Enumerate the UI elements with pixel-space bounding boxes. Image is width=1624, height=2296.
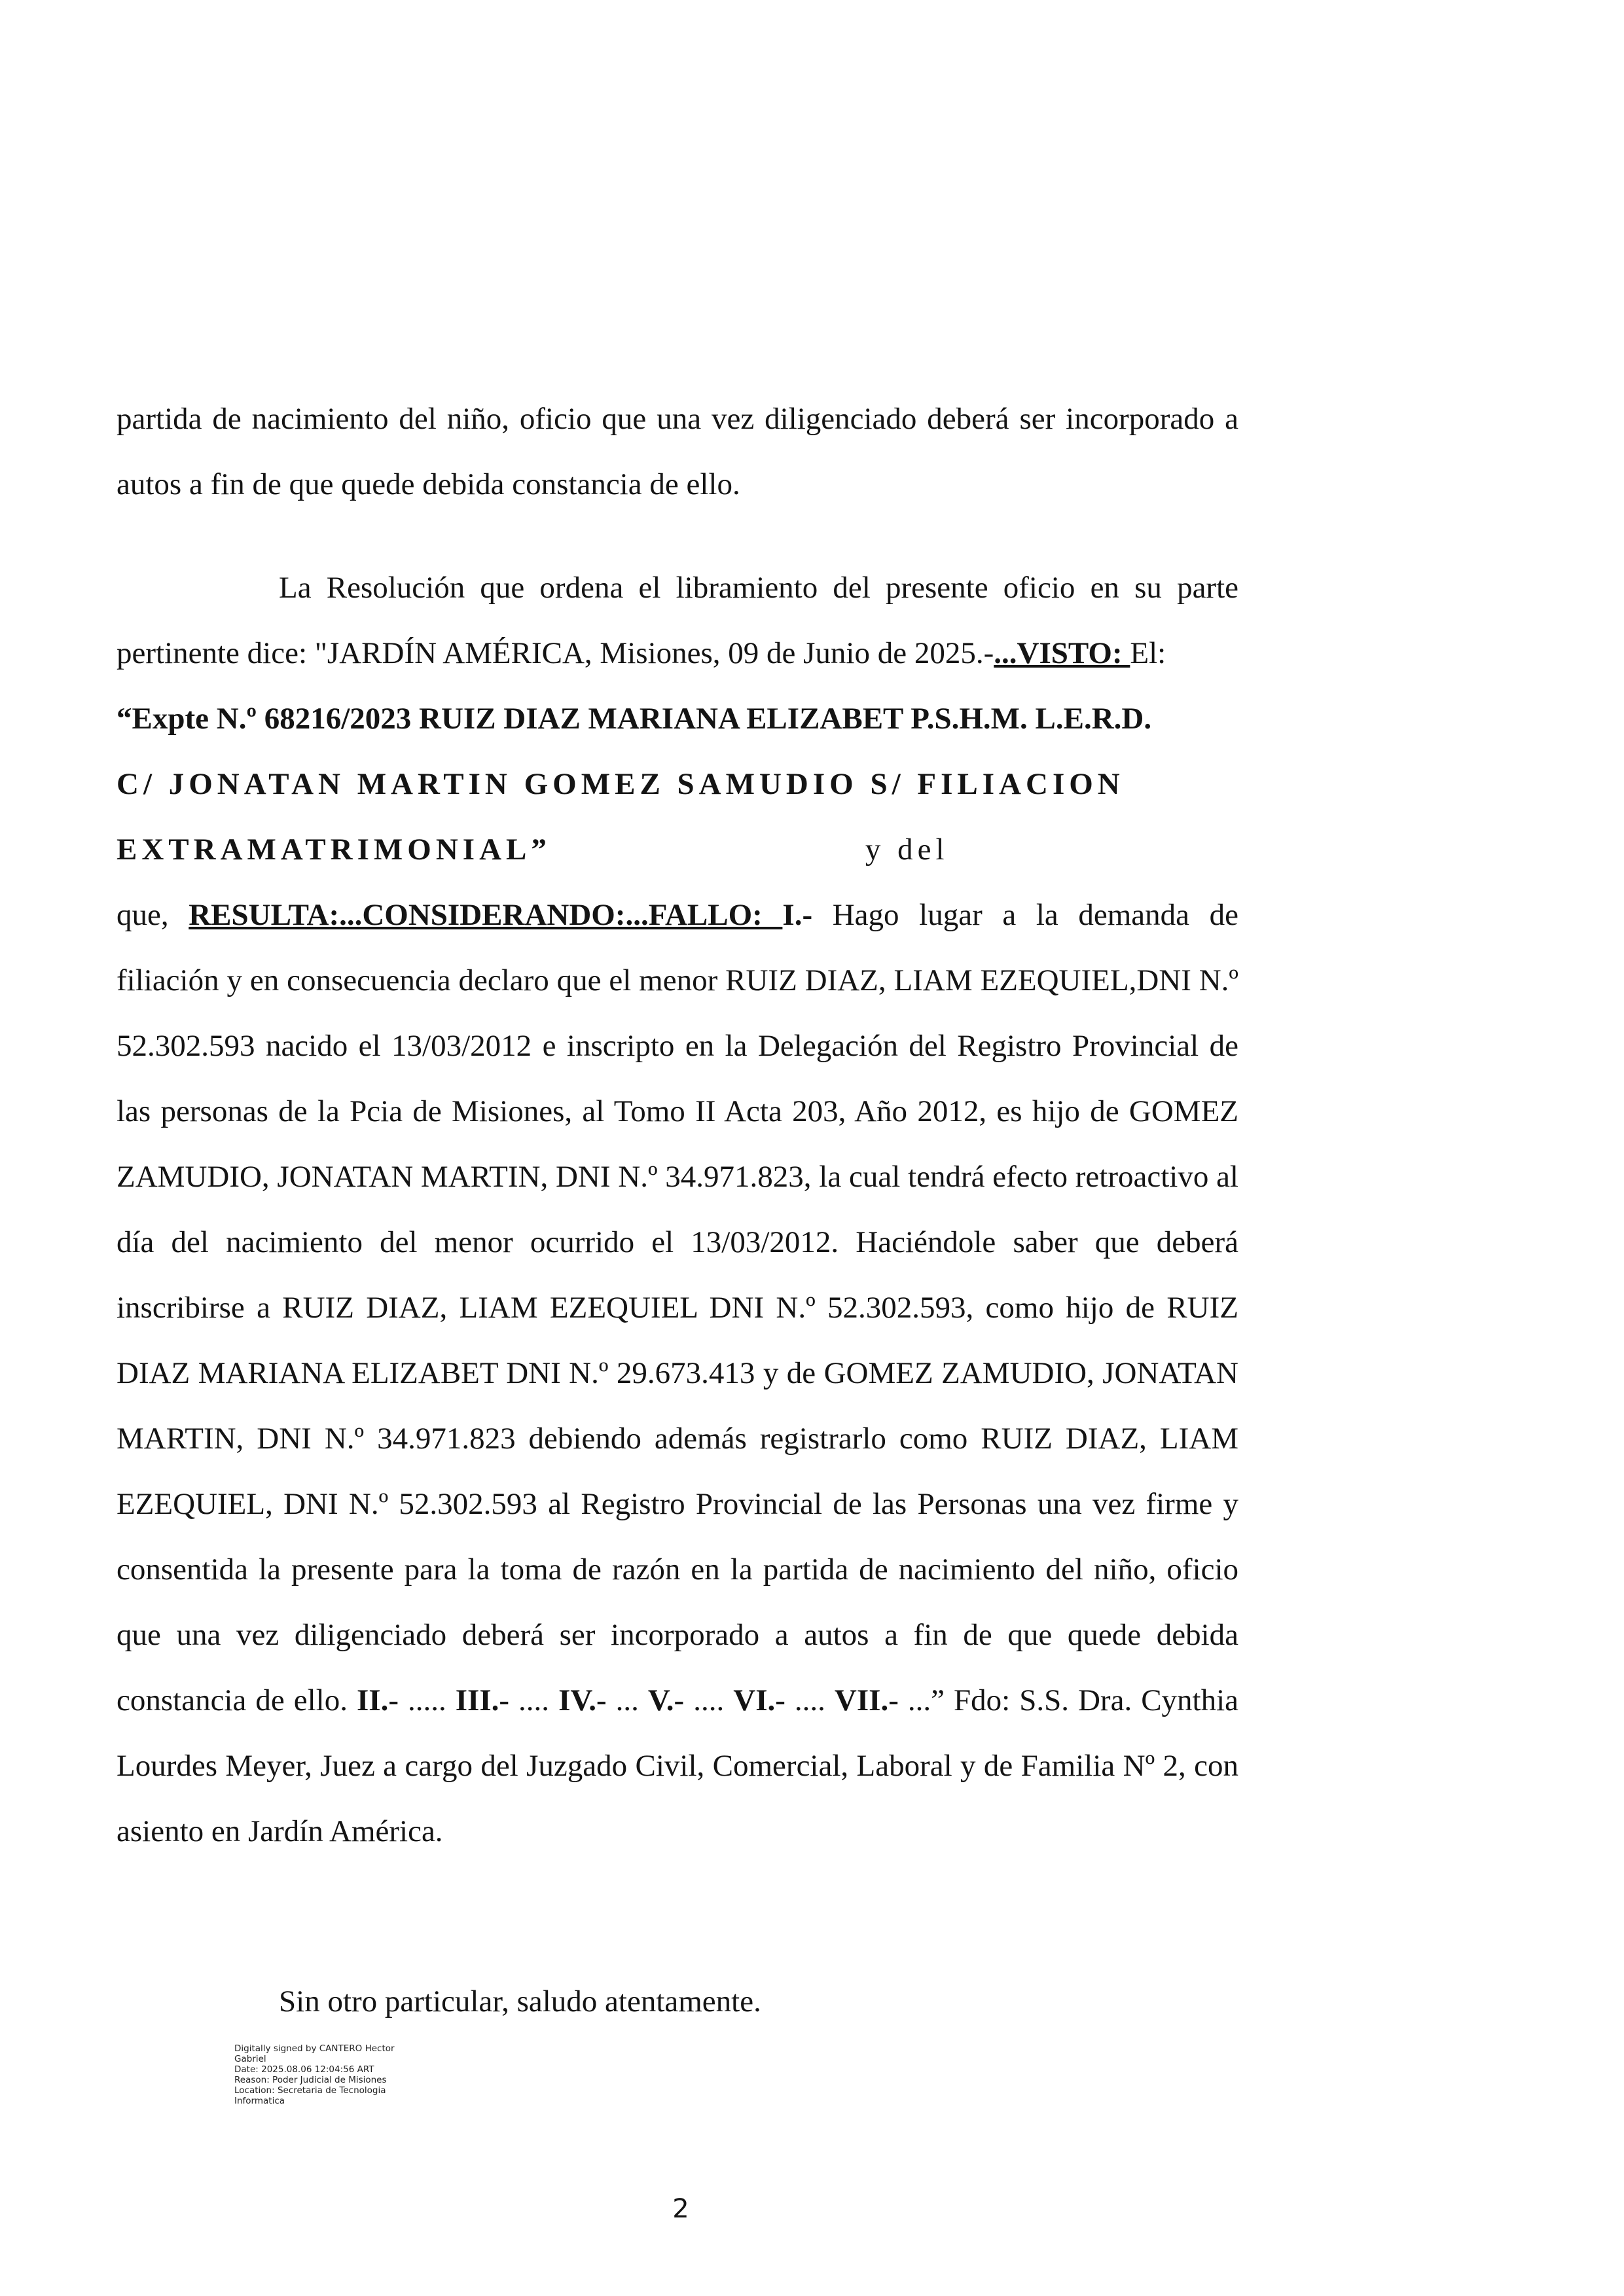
dots-ii: ..... <box>398 1683 456 1717</box>
item-vii: VII.- <box>834 1683 899 1717</box>
item-iv: IV.- <box>558 1683 607 1717</box>
resolution-intro: La Resolución que ordena el libramiento del presente oficio en su parte pertinente dice: "JARDÍN AMÉRICA, Misiones, 09 de Junio de 2025.- <box>117 571 1238 670</box>
resulta-considerando-fallo: RESULTA:...CONSIDERANDO:...FALLO: <box>189 898 783 932</box>
signature-line: Informatica <box>234 2096 285 2106</box>
signature-line: Gabriel <box>234 2054 266 2064</box>
signature-date: Date: 2025.08.06 12:04:56 ART <box>234 2064 374 2075</box>
expte-caption: “Expte N.º 68216/2023 RUIZ DIAZ MARIANA ELIZABET P.S.H.M. L.E.R.D. <box>117 702 1152 736</box>
signature-location: Location: Secretaria de Tecnologia <box>234 2085 386 2096</box>
farewell-text: Sin otro particular, saludo atentamente. <box>279 1984 761 2018</box>
dots-vi: .... <box>785 1683 835 1717</box>
farewell-paragraph <box>117 1969 1238 2034</box>
closing-text: ...” Fdo: S.S. Dra. Cynthia Lourdes Meyer, Juez a cargo del Juzgado Civil, Comercial, Laboral y de Familia Nº 2, con asiento en Jardín América. <box>117 1683 1239 1848</box>
item-ii: II.- <box>356 1683 399 1717</box>
digital-signature-block <box>234 2043 444 2106</box>
dots-iv: ... <box>606 1683 648 1717</box>
resolution-paragraph <box>117 555 1238 1864</box>
que-word: que, <box>117 898 189 932</box>
paragraph-continuation: partida de nacimiento del niño, oficio que una vez diligenciado deberá ser incorporado a autos a fin de que quede debida constancia de ello. <box>117 402 1238 501</box>
page-number: 2 <box>672 2194 689 2224</box>
el-word: El: <box>1130 636 1166 670</box>
caratula-line-3: EXTRAMATRIMONIAL” <box>117 833 551 867</box>
caratula-line-2: C/ JONATAN MARTIN GOMEZ SAMUDIO S/ FILIACION <box>117 767 1125 801</box>
item-iii: III.- <box>455 1683 510 1717</box>
item-vi: VI.- <box>733 1683 785 1717</box>
item-v: V.- <box>647 1683 685 1717</box>
signature-line: Digitally signed by CANTERO Hector <box>234 2043 395 2054</box>
item-i: I.- <box>782 898 813 932</box>
dots-v: .... <box>684 1683 734 1717</box>
fallo-body: Hago lugar a la demanda de filiación y en consecuencia declaro que el menor RUIZ DIAZ, LIAM EZEQUIEL,DNI N.º 52.302.593 nacido el 13/03/2012 e inscripto en la Delegación del Registro Provincial de las personas de la Pcia de Misiones, al Tomo II Acta 203, Año 2012, es hijo de GOMEZ ZAMUDIO, JONATAN MARTIN, DNI N.º 34.971.823, la cual tendrá efecto retroactivo al día del nacimiento del menor ocurrido el 13/03/2012. Haciéndole saber que deberá inscribirse a RUIZ DIAZ, LIAM EZEQUIEL DNI N.º 52.302.593, como hijo de RUIZ DIAZ MARIANA ELIZABET DNI N.º 29.673.413 y de GOMEZ ZAMUDIO, JONATAN MARTIN, DNI N.º 34.971.823 debiendo además registrarlo como RUIZ DIAZ, LIAM EZEQUIEL, DNI N.º 52.302.593 al Registro Provincial de las Personas una vez firme y consentida la presente para la toma de razón en la partida de nacimiento del niño, oficio que una vez diligenciado deberá ser incorporado a autos a fin de que quede debida constancia de ello. <box>117 898 1238 1717</box>
signature-reason: Reason: Poder Judicial de Misiones <box>234 2075 387 2085</box>
dots-iii: .... <box>509 1683 559 1717</box>
y-del-words: y del <box>865 833 949 867</box>
visto-heading: ...VISTO: <box>994 636 1130 670</box>
